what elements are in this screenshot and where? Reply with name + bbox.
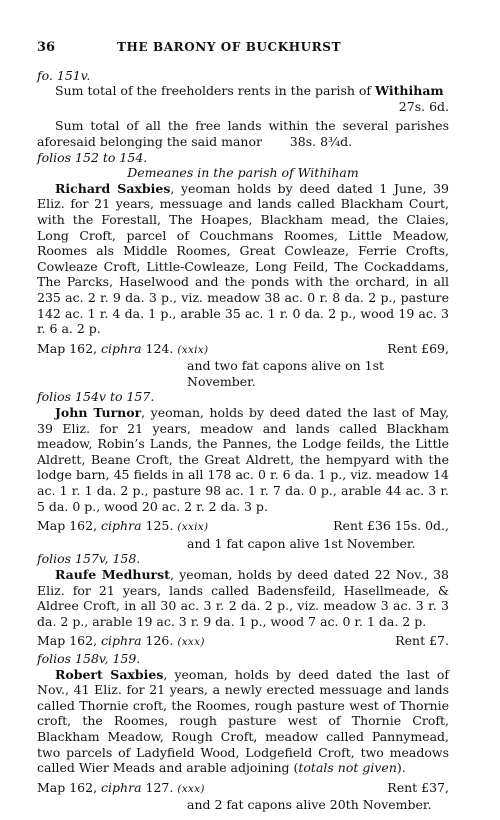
capons-note: and two fat capons alive on 1st November. xyxy=(187,358,385,389)
folio-ref: folios 154v to 157. xyxy=(37,389,155,405)
folio-ref: fo. 151v. xyxy=(37,67,91,83)
entry-paragraph: John Turnor, yeoman, holds by deed dated the last of May, 39 Eliz. for 21 years, meadow and lands called Blackham meadow, Robin’s Lands, the Pannes, the Lodge feilds, the Little Aldrett, Beane Croft, the Great Aldrett, the hempyard with the lodge barn, 45 fields in all 178 ac. 0 r. 6 da. 1 p., viz. meadow 14 ac. 1 r. 1 da. 2 p., pasture 98 ac. 1 r. 7 da. 0 p., arable 44 ac. 3 r. 5 da. 0 p., wood 20 ac. 2 r. 2 da. 3 p. xyxy=(37,405,449,514)
running-title: THE BARONY OF BUCKHURST xyxy=(117,40,342,54)
map-rent-row: Map 162, ciphra 125. (xxix) Rent £36 15s. 0d., xyxy=(37,518,449,536)
tenant-name: Raufe Medhurst xyxy=(55,567,170,582)
capons-note: and 2 fat capons alive 20th November. xyxy=(187,797,432,813)
folio-ref: folios 158v, 159. xyxy=(37,650,141,666)
sum-total-freeholders-amount: 27s. 6d. xyxy=(398,98,449,114)
map-rent-row: Map 162, ciphra 124. (xxix) Rent £69, xyxy=(37,341,449,359)
entry-paragraph: Robert Saxbies, yeoman, holds by deed dated the last of Nov., 41 Eliz. for 21 years, a newly erected messuage and lands called Thornie croft, the Roomes, rough pasture west of Thornie croft, the Roomes, rough pasture west of Thornie Croft, Blackham Meadow, Rough Croft, meadow called Pannymead, two parcels of Ladyfield Wood, Lodgefield Croft, two meadows called Wier Meads and arable adjoining (totals not given). xyxy=(37,666,449,776)
entry-paragraph: Raufe Medhurst, yeoman, holds by deed dated 22 Nov., 38 Eliz. for 21 years, lands called Badensfeild, Hasellmeade, & Aldree Croft, in all 30 ac. 3 r. 2 da. 2 p., viz. meadow 3 ac. 3 r. 3 da. 2 p., arable 19 ac. 3 r. 9 da. 1 p., wood 7 ac. 0 r. 1 da. 2 p. xyxy=(37,567,449,629)
capons-note: and 1 fat capon alive 1st November. xyxy=(187,535,416,551)
document-page xyxy=(37,40,449,813)
folio-ref: folios 157v, 158. xyxy=(37,551,141,567)
map-rent-row: Map 162, ciphra 126. (xxx) Rent £7. xyxy=(37,633,449,651)
rent: Rent £7. xyxy=(395,633,449,649)
rent: Rent £69, xyxy=(387,340,449,356)
folio-ref: folios 152 to 154. xyxy=(37,149,148,165)
page-number: 36 xyxy=(37,40,56,55)
sum-total-freeholders: Sum total of the freeholders rents in the parish of Withiham xyxy=(55,83,444,99)
section-title: Demeanes in the parish of Withiham xyxy=(127,165,359,181)
map-rent-row: Map 162, ciphra 127. (xxx) Rent £37, xyxy=(37,780,449,798)
entry-paragraph: Richard Saxbies, yeoman holds by deed dated 1 June, 39 Eliz. for 21 years, messuage and lands called Blackham Court, with the Forestall, The Hoapes, Blackham mead, the Claies, Long Croft, parcel of Couchmans Roomes, Little Meadow, Roomes als Middle Roomes, Great Cowleaze, Ferrie Crofts, Cowleaze Croft, Little-Cowleaze, Long Feild, The Cockaddams, The Parcks, Haselwood and the ponds with the orchard, in all 235 ac. 2 r. 9 da. 3 p., viz. meadow 38 ac. 0 r. 8 da. 2 p., pasture 142 ac. 1 r. 4 da. 1 p., arable 35 ac. 1 r. 0 da. 2 p., wood 19 ac. 3 r. 6 a. 2 p. xyxy=(37,180,450,337)
tenant-name: Robert Saxbies xyxy=(55,666,164,682)
rent: Rent £37, xyxy=(387,779,449,795)
tenant-name: Richard Saxbies xyxy=(55,180,171,196)
page-header xyxy=(37,40,449,56)
sum-total-free-lands: Sum total of all the free lands within the several parishes aforesaid belonging the said manor 38s. 8¾d. xyxy=(37,118,449,149)
tenant-name: John Turnor xyxy=(55,405,142,421)
rent: Rent £36 15s. 0d., xyxy=(333,518,449,534)
